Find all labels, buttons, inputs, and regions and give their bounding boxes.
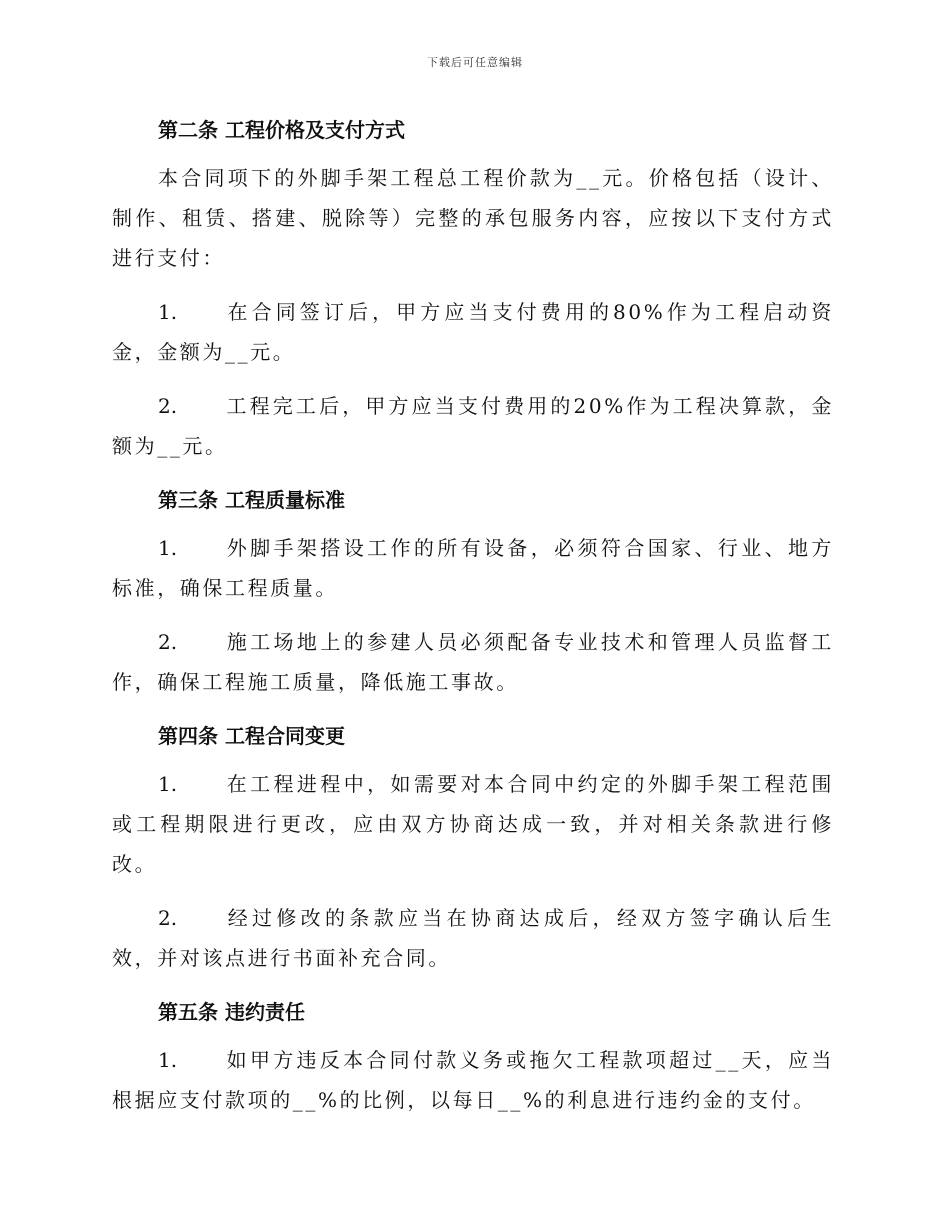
section-heading: 第二条 工程价格及支付方式 <box>158 118 405 142</box>
section-heading: 第四条 工程合同变更 <box>158 724 345 748</box>
header-note: 下载后可任意编辑 <box>427 56 523 69</box>
item-number: 1. <box>158 1048 178 1072</box>
section-intro: 本合同项下的外脚手架工程总工程价款为__元。价格包括（设计、制作、租赁、搭建、脱除等）完整的承包服务内容，应按以下支付方式进行支付： <box>112 166 834 270</box>
item-text: 外脚手架搭设工作的所有设备，必须符合国家、行业、地方标准，确保工程质量。 <box>112 536 834 600</box>
section-heading: 第三条 工程质量标准 <box>158 488 345 512</box>
list-item <box>112 386 834 466</box>
section-heading: 第五条 违约责任 <box>158 1000 305 1024</box>
item-number: 2. <box>158 906 178 930</box>
list-item <box>112 1040 834 1120</box>
item-number: 1. <box>158 536 178 560</box>
item-text: 在合同签订后，甲方应当支付费用的80%作为工程启动资金，金额为__元。 <box>112 300 834 364</box>
item-number: 2. <box>158 394 178 418</box>
list-item <box>112 898 834 978</box>
item-number: 1. <box>158 300 178 324</box>
list-item <box>112 622 834 702</box>
document-body <box>112 110 834 1134</box>
item-text: 经过修改的条款应当在协商达成后，经双方签字确认后生效，并对该点进行书面补充合同。 <box>112 906 834 970</box>
item-text: 在工程进程中，如需要对本合同中约定的外脚手架工程范围或工程期限进行更改，应由双方协商达成一致，并对相关条款进行修改。 <box>112 772 834 876</box>
item-text: 施工场地上的参建人员必须配备专业技术和管理人员监督工作，确保工程施工质量，降低施工事故。 <box>112 630 834 694</box>
list-item <box>112 764 834 884</box>
list-item <box>112 292 834 372</box>
list-item <box>112 528 834 608</box>
item-text: 工程完工后，甲方应当支付费用的20%作为工程决算款，金额为__元。 <box>112 394 834 458</box>
item-number: 2. <box>158 630 178 654</box>
item-number: 1. <box>158 772 178 796</box>
item-text: 如甲方违反本合同付款义务或拖欠工程款项超过__天，应当根据应支付款项的__%的比例，以每日__%的利息进行违约金的支付。 <box>112 1048 834 1112</box>
